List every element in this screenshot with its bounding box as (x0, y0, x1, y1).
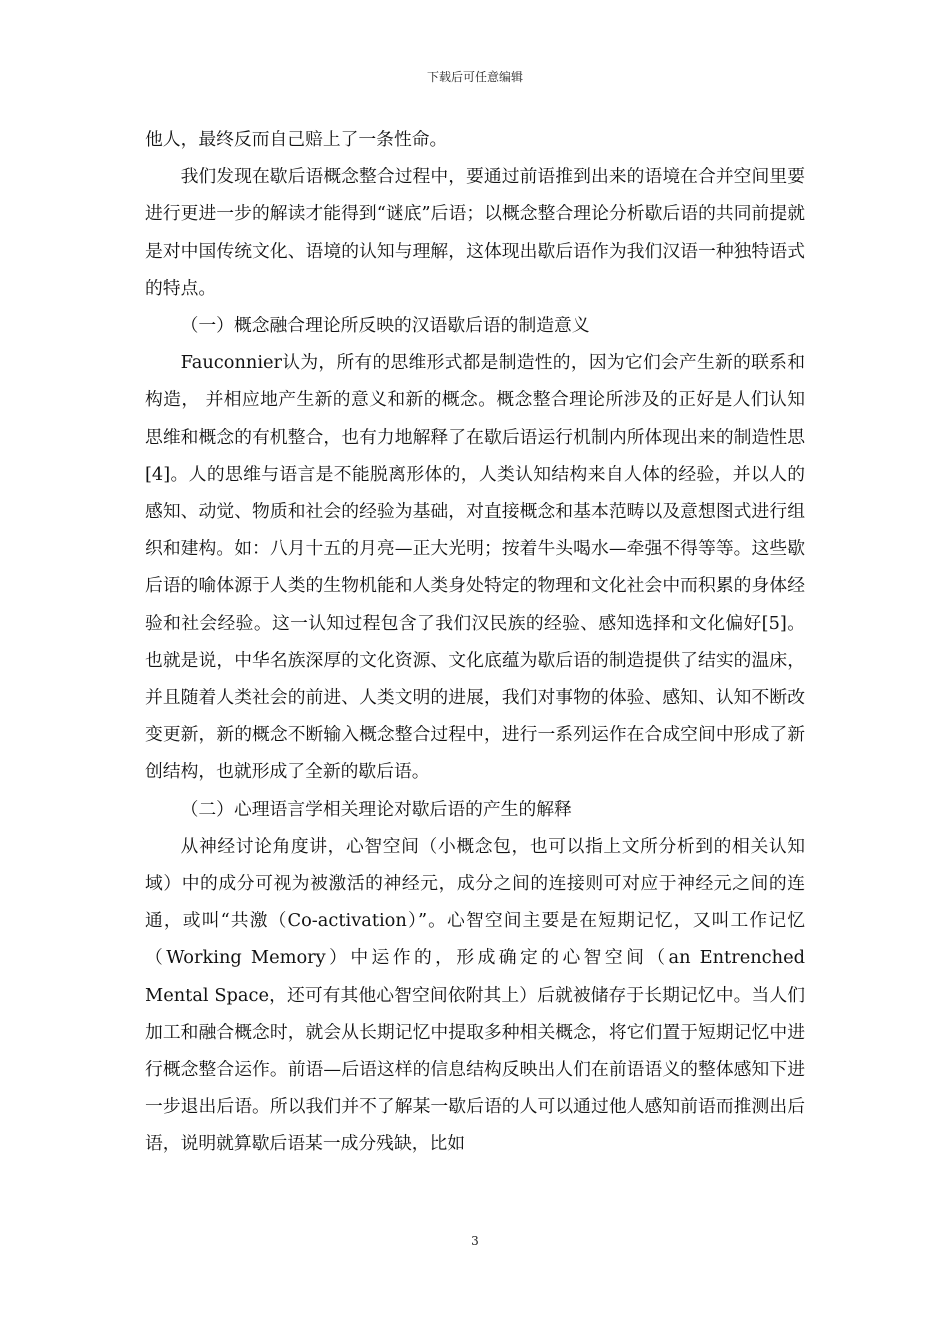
paragraph: 从神经讨论角度讲，心智空间（小概念包，也可以指上文所分析到的相关认知域）中的成分可视为被激活的神经元，成分之间的连接则可对应于神经元之间的连通，或叫“共激（Co-activation）”。心智空间主要是在短期记忆，又叫工作记忆（Working Memory）中运作的，形成确定的心智空间（an Entrenched Mental Space，还可有其他心智空间依附其上）后就被储存于长期记忆中。当人们加工和融合概念时，就会从长期记忆中提取多种相关概念，将它们置于短期记忆中进行概念整合运作。前语—后语这样的信息结构反映出人们在前语语义的整体感知下进一步退出后语。所以我们并不了解某一歇后语的人可以通过他人感知前语而推测出后语，说明就算歇后语某一成分残缺，比如 (145, 835, 805, 1155)
page-number: 3 (471, 1234, 479, 1248)
paragraph: 我们发现在歇后语概念整合过程中，要通过前语推到出来的语境在合并空间里要进行更进一步的解读才能得到“谜底”后语；以概念整合理论分析歇后语的共同前提就是对中国传统文化、语境的认知与理解，这体现出歇后语作为我们汉语一种独特语式的特点。 (145, 166, 805, 299)
page-header: 下载后可任意编辑 (426, 70, 523, 84)
paragraph-continuation: 他人，最终反而自己赔上了一条性命。 (145, 129, 448, 150)
body-text (145, 121, 805, 1163)
section-heading: （二）心理语言学相关理论对歇后语的产生的解释 (180, 798, 572, 820)
section-heading: （一）概念融合理论所反映的汉语歇后语的制造意义 (180, 315, 590, 337)
paragraph: Fauconnier认为，所有的思维形式都是制造性的，因为它们会产生新的联系和构造， 并相应地产生新的意义和新的概念。概念整合理论所涉及的正好是人们认知思维和概念的有机整合，也有力地解释了在歇后语运行机制内所体现出来的制造性思[4]。人的思维与语言是不能脱离形体的，人类认知结构来自人体的经验，并以人的感知、动觉、物质和社会的经验为基础，对直接概念和基本范畴以及意想图式进行组织和建构。如：八月十五的月亮—正大光明；按着牛头喝水—牵强不得等等。这些歇后语的喻体源于人类的生物机能和人类身处特定的物理和文化社会中而积累的身体经验和社会经验。这一认知过程包含了我们汉民族的经验、感知选择和文化偏好[5]。也就是说，中华名族深厚的文化资源、文化底蕴为歇后语的制造提供了结实的温床，并且随着人类社会的前进、人类文明的进展，我们对事物的体验、感知、认知不断改变更新，新的概念不断输入概念整合过程中，进行一系列运作在合成空间中形成了新创结构，也就形成了全新的歇后语。 (145, 352, 805, 783)
